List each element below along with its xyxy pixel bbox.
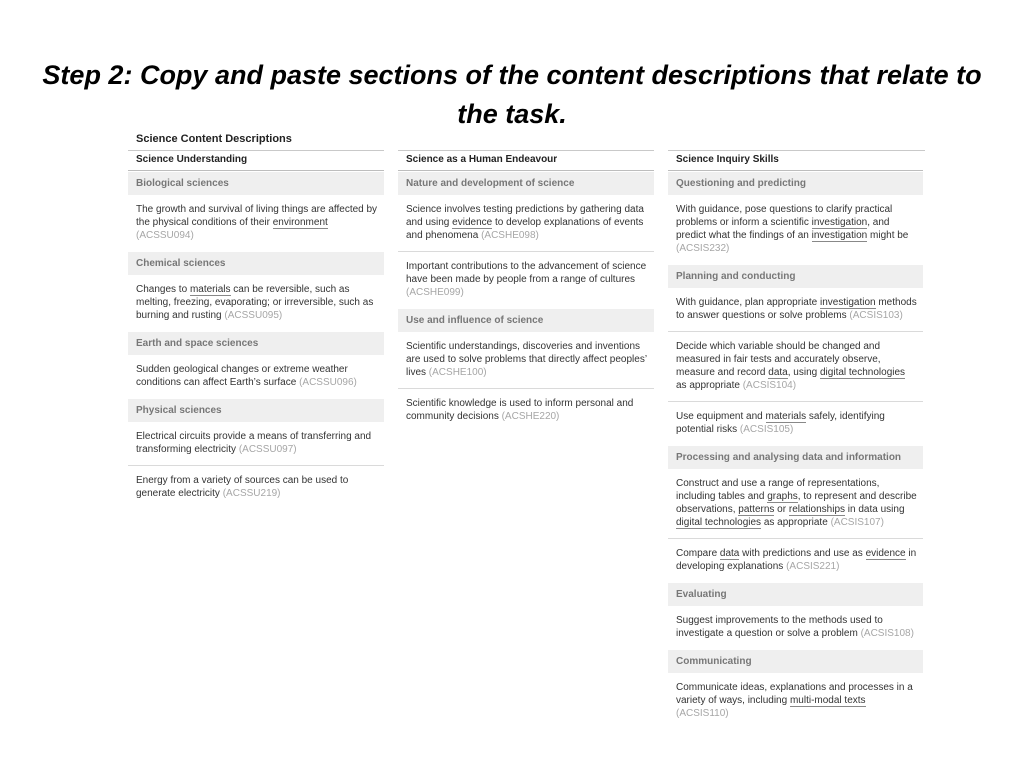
section-heading: Nature and development of science — [398, 172, 654, 195]
glossary-link[interactable]: patterns — [738, 504, 775, 515]
description-text: Electrical circuits provide a means of transferring and transforming electricity — [136, 431, 372, 455]
section-heading: Processing and analysing data and information — [668, 446, 923, 469]
description-text: or — [774, 504, 789, 515]
description-text: , to represent and describe observations, — [676, 491, 917, 515]
content-description — [668, 195, 923, 264]
curriculum-code: (ACSSU094) — [136, 230, 194, 241]
glossary-link[interactable]: investigation — [811, 230, 868, 241]
description-list — [668, 195, 923, 264]
description-text: in data using — [845, 504, 905, 515]
description-list — [668, 469, 923, 582]
panel-heading: Science Content Descriptions — [136, 133, 292, 145]
description-text: Decide which variable should be changed and measured in fair tests and accurately observe, measure and record — [676, 341, 881, 378]
section-heading: Evaluating — [668, 583, 923, 606]
curriculum-code: (ACSIS232) — [676, 243, 730, 254]
content-description — [128, 275, 384, 331]
description-text: Construct and use a range of representations, including tables and — [676, 478, 880, 502]
description-text: Scientific knowledge is used to inform personal and community decisions — [406, 398, 634, 422]
glossary-link[interactable]: digital technologies — [676, 517, 762, 528]
section-heading: Earth and space sciences — [128, 332, 384, 355]
glossary-link[interactable]: graphs — [767, 491, 798, 502]
description-text: can be reversible, such as melting, freezing, evaporating; or irreversible, such as burning and rusting — [136, 284, 374, 321]
description-list — [128, 275, 384, 331]
content-description — [668, 469, 923, 539]
description-text: Sudden geological changes or extreme weather conditions can affect Earth’s surface — [136, 364, 348, 388]
section-heading: Use and influence of science — [398, 309, 654, 332]
description-list — [128, 195, 384, 251]
curriculum-code: (ACSIS103) — [849, 310, 903, 321]
description-text: safely, identifying potential risks — [676, 411, 885, 435]
glossary-link[interactable]: data — [768, 367, 788, 378]
curriculum-code: (ACSHE220) — [501, 411, 560, 422]
glossary-link[interactable]: investigation — [819, 297, 876, 308]
curriculum-code: (ACSIS107) — [830, 517, 884, 528]
description-text: to develop explanations of events and phenomena — [406, 217, 644, 241]
description-text: Science involves testing predictions by gathering data and using — [406, 204, 644, 228]
description-text: Scientific understandings, discoveries and inventions are used to solve problems that directly affect peoples’ lives — [406, 341, 647, 378]
content-description — [398, 252, 654, 308]
section-heading: Communicating — [668, 650, 923, 673]
glossary-link[interactable]: multi-modal texts — [789, 695, 866, 706]
column-science-human-endeavour — [398, 150, 654, 432]
slide-title: Step 2: Copy and paste sections of the content descriptions that relate to the task. — [42, 60, 982, 129]
curriculum-code: (ACSIS105) — [739, 424, 794, 435]
curriculum-code: (ACSIS110) — [676, 708, 729, 719]
description-list — [398, 332, 654, 432]
content-description — [398, 389, 654, 432]
description-text: Communicate ideas, explanations and processes in a variety of ways, including — [676, 682, 913, 706]
content-description — [398, 195, 654, 252]
section-heading: Physical sciences — [128, 399, 384, 422]
description-text: Suggest improvements to the methods used to investigate a question or solve a problem — [676, 615, 883, 639]
curriculum-code: (ACSSU097) — [238, 444, 297, 455]
section-heading: Biological sciences — [128, 172, 384, 195]
content-description — [398, 332, 654, 389]
description-text: methods to answer questions or solve problems — [676, 297, 917, 321]
description-text: Compare — [676, 548, 720, 559]
content-description — [668, 606, 923, 649]
column-header: Science as a Human Endeavour — [398, 150, 654, 171]
content-description — [128, 195, 384, 251]
description-text: , using — [787, 367, 820, 378]
curriculum-code: (ACSHE099) — [406, 287, 464, 298]
description-list — [668, 673, 923, 729]
description-text: as appropriate — [761, 517, 831, 528]
description-text: Energy from a variety of sources can be used to generate electricity — [136, 475, 349, 499]
glossary-link[interactable]: environment — [272, 217, 328, 228]
glossary-link[interactable]: materials — [765, 411, 807, 422]
description-text: in developing explanations — [676, 548, 917, 572]
curriculum-code: (ACSSU096) — [299, 377, 357, 388]
content-description — [128, 466, 384, 509]
column-science-inquiry-skills — [668, 150, 923, 729]
content-description — [668, 288, 923, 332]
glossary-link[interactable]: digital technologies — [820, 367, 906, 378]
glossary-link[interactable]: data — [719, 548, 740, 559]
glossary-link[interactable]: relationships — [788, 504, 846, 515]
description-text: Use equipment and — [676, 411, 766, 422]
glossary-link[interactable]: materials — [189, 284, 231, 295]
glossary-link[interactable]: investigation — [811, 217, 868, 228]
column-science-understanding — [128, 150, 384, 509]
content-description — [668, 332, 923, 402]
description-text: , and predict what the findings of an — [676, 217, 890, 241]
curriculum-code: (ACSIS108) — [860, 628, 914, 639]
curriculum-code: (ACSHE098) — [481, 230, 539, 241]
content-description — [668, 673, 923, 729]
content-description — [128, 355, 384, 398]
description-list — [668, 606, 923, 649]
description-text: Important contributions to the advancement of science have been made by people from a range of cultures — [406, 261, 647, 285]
description-text: as appropriate — [676, 380, 743, 391]
column-header: Science Inquiry Skills — [668, 150, 923, 171]
description-list — [398, 195, 654, 308]
section-heading: Chemical sciences — [128, 252, 384, 275]
curriculum-code: (ACSSU095) — [224, 310, 283, 321]
description-text: Changes to — [136, 284, 190, 295]
curriculum-code: (ACSHE100) — [428, 367, 487, 378]
content-description — [668, 539, 923, 582]
content-description — [128, 422, 384, 466]
description-list — [128, 422, 384, 509]
glossary-link[interactable]: evidence — [865, 548, 906, 559]
description-list — [668, 288, 923, 445]
column-header: Science Understanding — [128, 150, 384, 171]
curriculum-code: (ACSSU219) — [222, 488, 281, 499]
curriculum-code: (ACSIS221) — [786, 561, 840, 572]
description-text: might be — [867, 230, 909, 241]
content-description — [668, 402, 923, 445]
description-text: with predictions and use as — [739, 548, 866, 559]
section-heading: Questioning and predicting — [668, 172, 923, 195]
curriculum-code: (ACSIS104) — [742, 380, 797, 391]
description-text: With guidance, plan appropriate — [676, 297, 820, 308]
glossary-link[interactable]: evidence — [452, 217, 493, 228]
description-list — [128, 355, 384, 398]
description-text: The growth and survival of living things are affected by the physical conditions of their — [136, 204, 378, 228]
description-text: With guidance, pose questions to clarify practical problems or inform a scientific — [676, 204, 893, 228]
section-heading: Planning and conducting — [668, 265, 923, 288]
